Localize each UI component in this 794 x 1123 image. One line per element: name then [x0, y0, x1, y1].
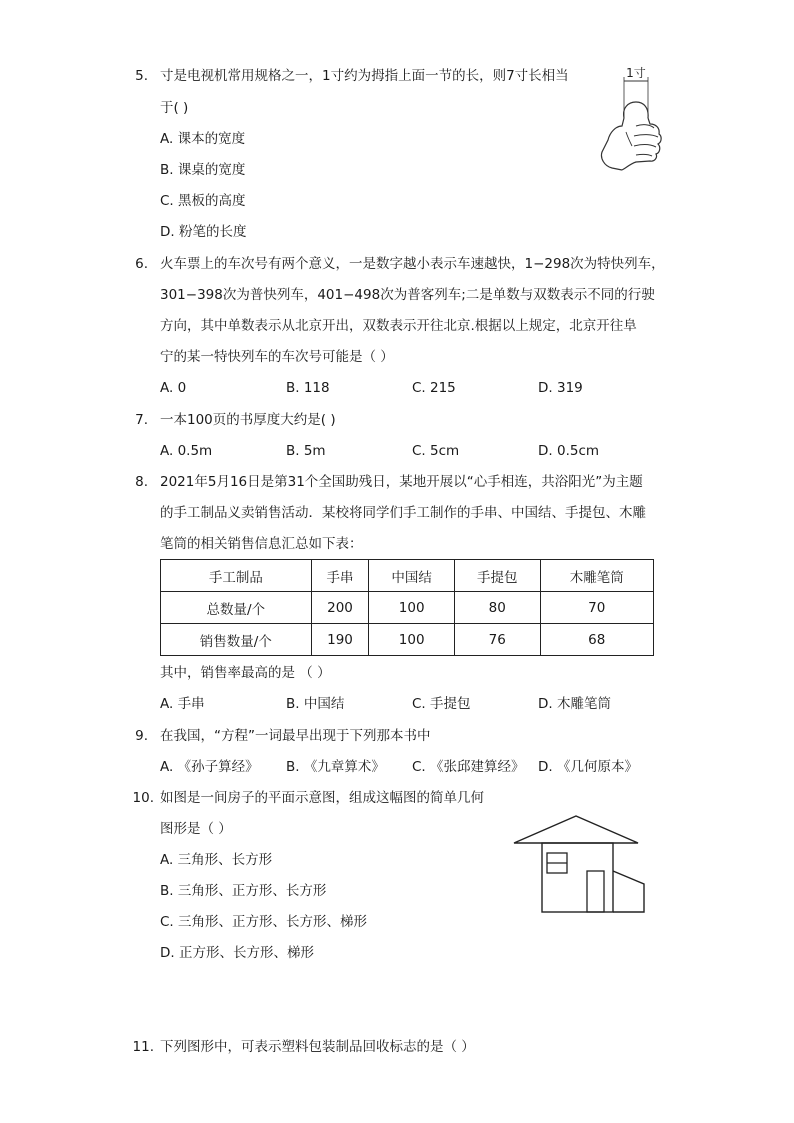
q7-option-d[interactable]: D. 0.5cm [538, 443, 600, 459]
table-cell: 68 [540, 624, 653, 656]
q5-option-d[interactable]: D. 粉笔的长度 [160, 224, 247, 240]
q9-option-a[interactable]: A. 《孙子算经》 [160, 759, 259, 775]
q6-line-4: 宁的某一特快列车的车次号可能是（ ） [160, 349, 394, 365]
q9-option-d[interactable]: D. 《几何原本》 [538, 759, 638, 775]
table-cell: 190 [311, 624, 369, 656]
q6-number: 6. [135, 256, 148, 272]
q8-number: 8. [135, 474, 148, 490]
q6-line-3: 方向，其中单数表示从北京开出，双数表示开往北京.根据以上规定，北京开往阜 [160, 318, 637, 334]
q7-stem: 一本100页的书厚度大约是( ) [160, 412, 336, 428]
q10-number: 10. [132, 790, 154, 806]
q10-option-b[interactable]: B. 三角形、正方形、长方形 [160, 883, 327, 899]
q5-stem: 寸是电视机常用规格之一，1寸约为拇指上面一节的长，则7寸长相当 [160, 68, 569, 84]
house-figure [510, 812, 655, 918]
table-header-cell: 手工制品 [161, 560, 312, 592]
q11-stem: 下列图形中，可表示塑料包装制品回收标志的是（ ） [160, 1039, 475, 1055]
table-row [161, 624, 654, 656]
q8-option-a[interactable]: A. 手串 [160, 696, 205, 712]
q9-stem: 在我国，“方程”一词最早出现于下列那本书中 [160, 728, 431, 744]
table-cell: 100 [369, 592, 455, 624]
table-cell: 100 [369, 624, 455, 656]
q10-option-c[interactable]: C. 三角形、正方形、长方形、梯形 [160, 914, 368, 930]
table-cell: 80 [454, 592, 540, 624]
q8-line-1: 2021年5月16日是第31个全国助残日，某地开展以“心手相连，共浴阳光”为主题 [160, 474, 643, 490]
q6-option-c[interactable]: C. 215 [412, 380, 456, 396]
table-header-cell: 木雕笔筒 [540, 560, 653, 592]
q8-line-2: 的手工制品义卖销售活动．某校将同学们手工制作的手串、中国结、手提包、木雕 [160, 505, 646, 521]
q7-option-b[interactable]: B. 5m [286, 443, 326, 459]
q6-option-d[interactable]: D. 319 [538, 380, 583, 396]
q5-option-c[interactable]: C. 黑板的高度 [160, 193, 246, 209]
q10-option-d[interactable]: D. 正方形、长方形、梯形 [160, 945, 314, 961]
q8-option-d[interactable]: D. 木雕笔筒 [538, 696, 611, 712]
table-header-cell: 手提包 [454, 560, 540, 592]
table-cell: 70 [540, 592, 653, 624]
thumb-figure [596, 62, 666, 177]
q5-option-b[interactable]: B. 课桌的宽度 [160, 162, 246, 178]
q7-number: 7. [135, 412, 148, 428]
table-header-cell: 手串 [311, 560, 369, 592]
q7-option-c[interactable]: C. 5cm [412, 443, 460, 459]
q7-option-a[interactable]: A. 0.5m [160, 443, 213, 459]
roof-triangle [514, 816, 638, 843]
q10-stem-cont: 图形是（ ） [160, 821, 232, 837]
table-row [161, 592, 654, 624]
q9-number: 9. [135, 728, 148, 744]
q6-line-2: 301−398次为普快列车，401−498次为普客列车;二是单数与双数表示不同的行驶 [160, 287, 655, 303]
q9-option-c[interactable]: C. 《张邱建算经》 [412, 759, 525, 775]
q6-option-a[interactable]: A. 0 [160, 380, 187, 396]
door-rectangle [587, 871, 604, 912]
table-cell: 200 [311, 592, 369, 624]
q5-number: 5. [135, 68, 148, 84]
q5-stem-cont: 于( ) [160, 100, 189, 116]
table-cell: 76 [454, 624, 540, 656]
q8-option-b[interactable]: B. 中国结 [286, 696, 345, 712]
q9-option-b[interactable]: B. 《九章算术》 [286, 759, 385, 775]
q10-stem: 如图是一间房子的平面示意图，组成这幅图的简单几何 [160, 790, 484, 806]
table-cell: 总数量/个 [161, 592, 312, 624]
q6-option-b[interactable]: B. 118 [286, 380, 330, 396]
q8-option-c[interactable]: C. 手提包 [412, 696, 471, 712]
annex-trapezoid [613, 871, 644, 912]
q10-option-a[interactable]: A. 三角形、长方形 [160, 852, 273, 868]
q6-line-1: 火车票上的车次号有两个意义，一是数字越小表示车速越快，1−298次为特快列车， [160, 256, 665, 272]
table-header-row [161, 560, 654, 592]
q11-number: 11. [132, 1039, 154, 1055]
q8-line-3: 笔筒的相关销售信息汇总如下表： [160, 536, 363, 552]
figure-label: 1寸 [626, 66, 646, 80]
table-header-cell: 中国结 [369, 560, 455, 592]
table-cell: 销售数量/个 [161, 624, 312, 656]
q5-option-a[interactable]: A. 课本的宽度 [160, 131, 246, 147]
q8-after-table: 其中，销售率最高的是 （ ） [160, 665, 331, 681]
sales-table [160, 559, 654, 656]
